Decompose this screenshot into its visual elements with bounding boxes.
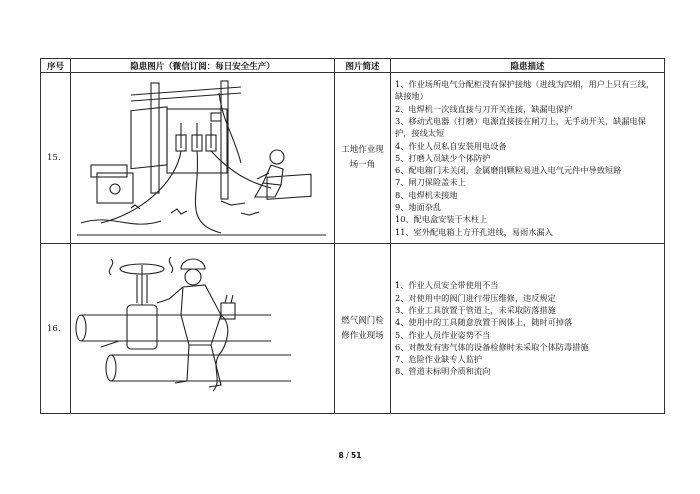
hazard-item: 1、作业场所电气分配柜没有保护接地（进线为四相，用户上只有三线，缺接地）	[395, 79, 655, 102]
hazard-item: 3、移动式电器（打磨）电源直接接在闸刀上，无手动开关，缺漏电保护，接线太短	[395, 115, 646, 139]
hazard-item: 8、电焊机未接地	[395, 189, 458, 200]
hazard-item: 3、作业工具放置于管道上，未采取防落措施	[395, 304, 556, 315]
hazard-item: 8、管道未标明介质和流向	[395, 366, 491, 377]
hazard-item: 11、室外配电箱上方开孔进线，易雨水漏入	[395, 226, 553, 237]
row-number: 16.	[41, 244, 71, 414]
hazard-table	[40, 58, 665, 414]
page-separator: /	[346, 451, 349, 460]
page-total: 51	[351, 451, 362, 460]
row-number: 15.	[41, 73, 71, 244]
header-picture: 隐患图片（微信订阅：每日安全生产）	[71, 59, 335, 73]
hazard-picture-cell	[71, 73, 335, 244]
table-row	[41, 73, 665, 244]
electrical-site-illustration	[71, 73, 333, 243]
hazard-item: 4、使用中的工具随意放置于阀体上，随时可掉落	[395, 317, 573, 328]
row-brief: 燃气阀门检修作业现场	[335, 244, 391, 414]
gas-valve-illustration	[71, 245, 333, 413]
hazard-item: 5、作业人员作业姿势不当	[395, 329, 491, 340]
hazard-item: 4、作业人员私自安装用电设备	[395, 140, 507, 151]
row-description	[391, 244, 665, 414]
hazard-item: 1、作业人员安全带使用不当	[395, 280, 499, 291]
hazard-item: 10、配电盒安装于木柱上	[395, 214, 488, 225]
hazard-item: 6、对散发有害气体的设备检修时未采取个体防毒措施	[395, 341, 589, 352]
hazard-item: 2、对使用中的阀门进行带压维修，违反规定	[395, 292, 556, 303]
header-brief: 图片简述	[335, 59, 391, 73]
row-description	[391, 73, 665, 244]
page-number: 8	[338, 451, 344, 460]
hazard-item: 7、危险作业缺专人监护	[395, 354, 483, 365]
hazard-item: 7、闸刀保险盖未上	[395, 177, 466, 188]
hazard-item: 6、配电箱门未关闭，金属磨削颗粒易进入电气元件中导致短路	[395, 165, 622, 176]
hazard-picture-cell	[71, 244, 335, 414]
page-footer	[0, 451, 700, 460]
table-header-row	[41, 59, 665, 73]
header-number: 序号	[41, 59, 71, 73]
row-brief: 工地作业现场一角	[335, 73, 391, 244]
hazard-item: 2、电焊机一次线直接与刀开关连接，缺漏电保护	[395, 103, 573, 114]
hazard-item: 5、打磨人员缺少个体防护	[395, 152, 491, 163]
header-description: 隐患描述	[391, 59, 665, 73]
table-row	[41, 244, 665, 414]
hazard-item: 9、地面杂乱	[395, 202, 442, 213]
